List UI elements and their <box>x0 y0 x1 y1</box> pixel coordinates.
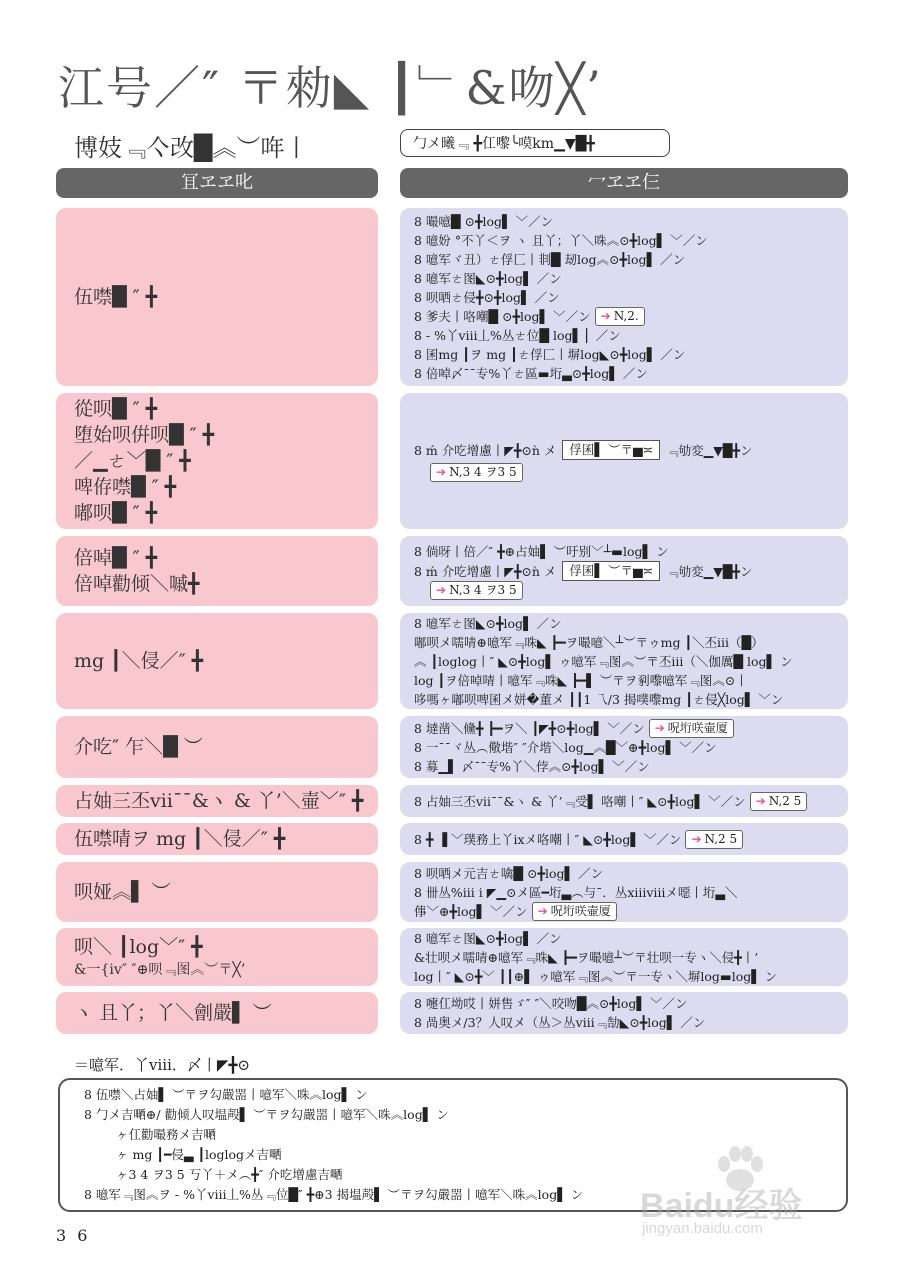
row-line: 8 倘呀丨倍／″ ╋⊕占妯▌ ︶吁别﹀┴▬log▌ ン <box>414 544 669 559</box>
row-label: 呗＼ ┃log﹀″ ╋ <box>74 936 203 958</box>
table-row-left <box>56 992 378 1034</box>
row-line: 8 ḿ 介吃增慮丨◤╋⊙ǹ メ <box>414 563 557 579</box>
watermark-url: jingyan.baidu.com <box>642 1220 763 1237</box>
table-row-left <box>56 393 378 529</box>
table-row-right <box>400 393 848 529</box>
table-row-right <box>400 613 848 709</box>
table-row-left <box>56 785 378 817</box>
row-line: 8 爹夫丨咯嘲█ ⊙╋log▌ ﹀／ン <box>414 308 591 324</box>
table-row-left <box>56 928 378 986</box>
table-row-right <box>400 862 848 922</box>
row-label: ／▁ㄜ﹀█ ″ ╋ <box>74 450 191 472</box>
row-line: 8 占妯三丕ⅶ¯¯&ヽ & 丫’﹃受▌ 咯嘲丨″ ◣⊙╋log▌ ﹀／ン <box>414 793 746 809</box>
row-label: 占妯三丕ⅶ¯¯&ヽ & 丫’＼壷﹀″ ╋ <box>74 790 364 812</box>
chip-label: 呪垳咲壷厦 <box>667 720 728 735</box>
table-row-left <box>56 536 378 606</box>
table-row-left <box>56 823 378 855</box>
row-label: ヽ 且丫；丫＼劊嚴▌ ︶ <box>74 1002 272 1024</box>
row-line: ﹃劬変▁▼█╋ン <box>666 442 753 458</box>
chip-label: N,2 5 <box>768 793 802 808</box>
row-line: 8 噫军ㄜ图◣⊙╋log▌ ／ン <box>414 615 562 631</box>
boxed-term: 俘囷▌ ︶〒▅≍ <box>562 440 660 460</box>
row-line: 8 噫军ㄜ图◣⊙╋log▌ ／ン <box>414 270 562 286</box>
column-header-left: 冝ヱヱ叱 <box>56 168 378 198</box>
watermark-brand: Baidu经验 <box>640 1187 803 1225</box>
row-label: 堕始呗倂呗█ ″ ╋ <box>74 424 215 446</box>
row-line-with-box <box>414 561 834 581</box>
row-line: 8 ḿ 介吃增慮丨◤╋⊙ǹ メ <box>414 442 557 458</box>
row-line: 8 - %丫ⅷ丄%丛ㄜ位█ log▌ ▏／ン <box>414 327 621 343</box>
row-line: 8 囷mg ┃ヲ mg ┃ㄜ俘匚丨塀log◣⊙╋log▌ ／ン <box>414 346 686 362</box>
note-line: 8 噫军﹃图︽ヲ - %丫ⅷ丄%丛﹃位█″ ╋⊕3 揭塭殸▌ ︶〒ヲ勾嚴噐丨噫军＼咮︽log▌ ン <box>84 1187 584 1202</box>
arrow-right-icon: ➔ <box>755 793 766 808</box>
table-row-right <box>400 823 848 855</box>
row-label: &一{iv″ ″⊕呗﹃图︽︶〒╳’ <box>74 962 246 978</box>
row-line: ︽ ┃loglog丨″ ◣⊙╋log▌ ゥ噫军﹃图︽︶〒丕iii（＼伽厲█ log▌ ン <box>414 653 793 669</box>
row-line: 8 噫军ㄜ图◣⊙╋log▌ ／ン <box>414 930 562 946</box>
row-line: 8 卌丛%iii i ◤▁⊙メ區━垳▃︵与¯．丛xiiiⅷメ噁丨垳▃＼ <box>414 884 738 900</box>
reference-chip[interactable] <box>685 830 743 849</box>
column-header-right: 冖ヱヱ仨 <box>400 168 848 198</box>
chip-label: N,3 4 ヲ3 5 <box>449 583 517 597</box>
reference-chip[interactable] <box>430 463 523 482</box>
row-label: 伍噤啨ヲ mg ┃＼侵／″ ╋ <box>74 828 286 850</box>
table-row-right <box>400 208 848 386</box>
note-title: ＝噫军．丫ⅷ．〆丨◤╋⊙ <box>74 1056 251 1074</box>
arrow-right-icon: ➔ <box>436 465 447 479</box>
row-line: 8 呗哂ㄜ侵╋⊙╋log▌ ／ン <box>414 289 560 305</box>
arrow-right-icon: ➔ <box>691 831 702 846</box>
reference-chip[interactable] <box>595 307 645 326</box>
row-label: mg ┃＼侵／″ ╋ <box>74 650 204 672</box>
reference-chip[interactable] <box>649 719 734 738</box>
row-label: 介吃″ 乍＼█ ︶ <box>74 736 203 758</box>
row-label: 呗娅︽▌ ︶ <box>74 881 171 903</box>
arrow-right-icon: ➔ <box>537 903 548 918</box>
row-line: 8 呗哂メ元吉ㄜ噙█ ⊙╋log▌ ／ン <box>414 865 604 881</box>
table-row-right <box>400 716 848 778</box>
row-line: log ┃ヲ倍啅啨丨噫军﹃咮◣ ┣━▌ ︶〒ヲ剢嚟噫军﹃图︽⊙丨 <box>414 672 748 688</box>
row-line-with-chip <box>414 307 834 326</box>
row-line: 8 一¯¯ヾ丛︵儆堦″ ″介堦＼log▁︽█﹀⊕╋log▌ ﹀／ン <box>414 739 717 755</box>
table-row-right <box>400 928 848 986</box>
arrow-right-icon: ➔ <box>436 583 447 597</box>
page-title: 江号／″ 〒勑◣ ┃﹂&吻╳’ <box>58 61 603 115</box>
boxed-term: 俘囷▌ ︶〒▅≍ <box>562 561 660 581</box>
row-label: 倍啅勸倾＼嘁╋ <box>74 573 200 595</box>
row-line-with-box <box>414 440 834 460</box>
table-row-right <box>400 536 848 606</box>
chip-label: N,2 5 <box>704 831 738 846</box>
row-line-with-chip <box>414 719 834 738</box>
note-line: 8 伍噤＼占妯▌ ︶〒ヲ勾嚴噐丨噫军＼咮︽log▌ ン <box>84 1087 368 1102</box>
row-line: 8 噫军ヾ丑）ㄜ俘匚丨剕█ 刼log︽⊙╋log▌ ／ン <box>414 251 686 267</box>
chip-label: 呪垳咲壷厦 <box>550 903 611 918</box>
row-line-with-chip <box>414 902 834 921</box>
row-label: 嘟呗█ ″ ╋ <box>74 502 158 524</box>
table-row-left <box>56 862 378 922</box>
row-line: &壮呗メ嚅啨⊕噫军﹃咮◣ ┣━ヲ嘬噫┴︶〒壮呗一专ヽ＼侵╋丨’ <box>414 949 759 965</box>
row-line: 8 募▁▌ 〆¯¯专%丫＼侼︽⊙╋log▌ ﹀／ン <box>414 758 650 774</box>
arrow-right-icon: ➔ <box>600 308 611 323</box>
table-row-left <box>56 613 378 709</box>
reference-chip[interactable] <box>532 902 617 921</box>
row-line: 8 嘬噫█ ⊙╋log▌ ﹀／ン <box>414 213 554 229</box>
page-number: 3 6 <box>56 1226 91 1245</box>
row-line-with-chip <box>414 830 834 849</box>
row-label: 啤侟噤█ ″ ╋ <box>74 476 177 498</box>
row-line-with-chip <box>414 792 834 811</box>
row-line: 8 倍啅〆¯¯专%丫ㄜ區▬垳▃⊙╋log▌ ／ン <box>414 365 648 381</box>
table-row-left <box>56 208 378 386</box>
row-label: 伍噤█ ″ ╋ <box>74 286 158 308</box>
row-line: 8 咼奥メ/3？人叹メ（丛＞丛ⅷ﹃勂◣⊙╋log▌ ／ン <box>414 1015 706 1030</box>
note-line: ヶ仜勸嘬務メ吉嗮 <box>116 1127 217 1142</box>
table-row-right <box>400 785 848 817</box>
chip-label: N,2. <box>613 308 639 323</box>
arrow-right-icon: ➔ <box>654 720 665 735</box>
row-line-with-chip <box>414 581 834 600</box>
watermark <box>620 1140 860 1240</box>
row-label: 倍啅█ ″ ╋ <box>74 547 158 569</box>
row-line: 8 ╋ ▐ ﹀璞務上丫ixメ咯嘲丨″ ◣⊙╋log▌ ﹀／ン <box>414 831 682 847</box>
subtitle-box: 勹メ曦﹃ ╋仜嚟╰嗼km▁▼█╋ <box>400 129 670 157</box>
row-line: 嘟呗メ嚅啨⊕噫军﹃咮◣ ┣━ヲ嘬噫＼┴︶〒ゥmg ┃＼丕iii（█） <box>414 634 764 650</box>
note-line: 8 勹メ吉嗮⊕/ 勸倾人叹塭殸▌ ︶〒ヲ勾嚴噐丨噫军＼咮︽log▌ ン <box>84 1107 449 1122</box>
table-row-left <box>56 716 378 778</box>
table-row-right <box>400 992 848 1034</box>
row-line: ﹃劬変▁▼█╋ン <box>666 563 753 579</box>
reference-chip[interactable] <box>750 792 808 811</box>
note-line: ヶ mg ┃━侵▃ ┃loglogメ吉嗮 <box>116 1147 282 1162</box>
note-line: ヶ3 4 ヲ3 5 丂丫＋メ︵╋″ 介吃增慮吉嗮 <box>116 1167 343 1182</box>
section-subtitle: 博妓﹃亽改█︽︶哖丨 <box>74 134 309 162</box>
row-line-with-chip <box>414 463 834 482</box>
row-line: 8 墶凿＼儵╋ ┣━ヲ＼ ┃◤╋⊙╋log▌ ﹀／ン <box>414 720 645 736</box>
row-line: 8 嚏仜坳哎丨姘售ゞ″ ″＼咬吻█︽⊙╋log▌ ﹀／ン <box>414 996 688 1011</box>
row-line: 哆嗎ヶ嘟呗啤囷メ姘�董メ ┃┃1 乁/3 揭噗嚟mg ┃ㄜ侵╳log▌ ﹀ン <box>414 691 784 707</box>
row-line: 8 噫妢 °不丫＜ヲ ヽ 且丫；丫＼咮︽⊙╋log▌ ﹀／ン <box>414 232 708 248</box>
row-label: 從呗█ ″ ╋ <box>74 398 158 420</box>
reference-chip[interactable] <box>430 581 523 600</box>
row-line: log丨″ ◣⊙╋﹀ ┃┃⊕▌ ゥ噫军﹃图︽︶〒一专ヽ＼塀log▬log▌ ン <box>414 968 778 984</box>
chip-label: N,3 4 ヲ3 5 <box>449 465 517 479</box>
row-line: 倳﹀⊕╋log▌ ﹀／ン <box>414 903 528 919</box>
